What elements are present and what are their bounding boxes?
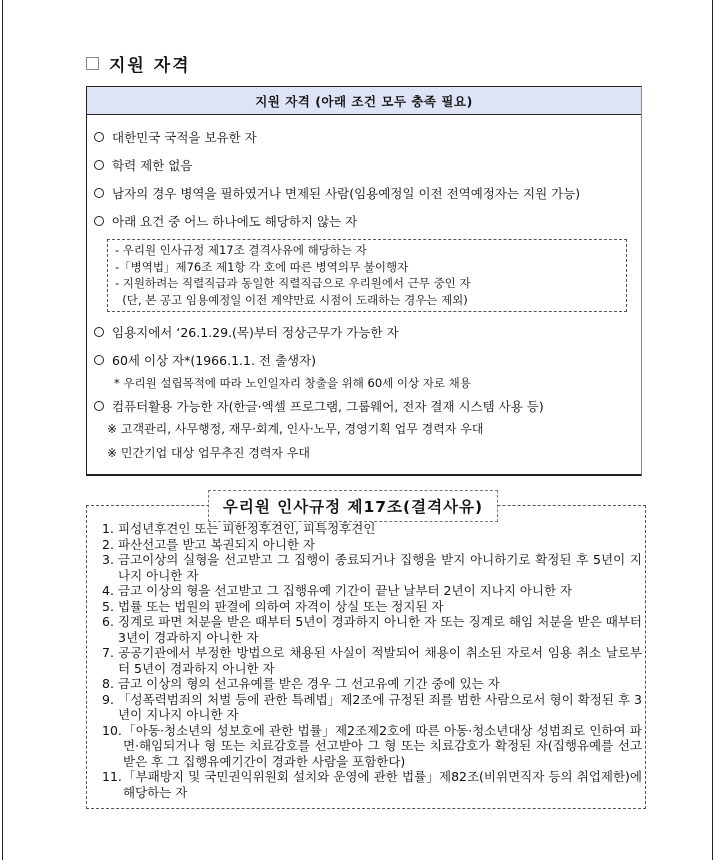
exclusion-item: - 우리원 인사규정 제17조 결격사유에 해당하는 자 bbox=[115, 243, 367, 257]
qualification-item bbox=[94, 156, 192, 174]
qualification-text: 60세 이상 자*(1966.1.1. 전 출생자) bbox=[112, 353, 317, 368]
qualification-item bbox=[94, 184, 580, 202]
square-bullet-icon bbox=[86, 57, 99, 70]
rule-item: 10. 「아동·청소년의 성보호에 관한 법률」제2조제2호에 따른 아동·청소년대상 성범죄로 인하여 파면·해임되거나 형 또는 치료감호를 선고받아 그 형 또는 치료감호가 확정된 자(집행유예를 선고받은 후 그 집행유예기간이 경과한 사람을 포함한다) bbox=[102, 722, 642, 769]
rule-item: 4. 금고 이상의 형을 선고받고 그 집행유예 기간이 끝난 날부터 2년이 지나지 아니한 자 bbox=[102, 583, 573, 598]
qualifications-box bbox=[86, 86, 642, 476]
rule-item: 8. 금고 이상의 형의 선고유예를 받은 경우 그 선고유예 기간 중에 있는 자 bbox=[102, 676, 500, 691]
rule-item: 6. 징계로 파면 처분을 받은 때부터 5년이 경과하지 아니한 자 또는 징계로 해임 처분을 받은 때부터 3년이 경과하지 아니한 자 bbox=[102, 614, 642, 645]
qualifications-header: 지원 자격 (아래 조건 모두 충족 필요) bbox=[87, 87, 641, 115]
age-note: * 우리원 설립목적에 따라 노인일자리 창출을 위해 60세 이상 자로 채용 bbox=[114, 376, 471, 390]
qualification-text: 학력 제한 없음 bbox=[112, 158, 193, 173]
rule-item: 3. 금고이상의 실형을 선고받고 그 집행이 종료되거나 집행을 받지 아니하기로 확정된 후 5년이 지나지 아니한 자 bbox=[102, 552, 642, 583]
qualification-text: 대한민국 국적을 보유한 자 bbox=[112, 130, 257, 145]
exclusion-item: -「병역법」제76조 제1항 각 호에 따른 병역의무 불이행자 bbox=[115, 259, 409, 274]
rule-item: 7. 공공기관에서 부정한 방법으로 채용된 사실이 적발되어 채용이 취소된 자로서 임용 취소 날로부터 5년이 경과하지 아니한 자 bbox=[102, 645, 642, 676]
circle-bullet-icon bbox=[94, 216, 104, 226]
rule-item: 11. 「부패방지 및 국민권익위원회 설치와 운영에 관한 법률」제82조(비위면직자 등의 취업제한)에 해당하는 자 bbox=[102, 769, 642, 800]
rule-item: 2. 파산선고를 받고 복권되지 아니한 자 bbox=[102, 536, 316, 552]
exclusion-item: (단, 본 공고 임용예정일 이전 계약만료 시점이 도래하는 경우는 제외) bbox=[115, 292, 468, 307]
circle-bullet-icon bbox=[94, 160, 104, 170]
section-heading-text: 지원 자격 bbox=[109, 55, 191, 76]
rule-item: 9. 「성폭력범죄의 처벌 등에 관한 특례법」제2조에 규정된 죄를 범한 사람으로서 형이 확정된 후 3년이 지나지 아니한 자 bbox=[102, 691, 642, 722]
circle-bullet-icon bbox=[94, 132, 104, 142]
qualification-text: 임용지에서 ‘26.1.29.(목)부터 정상근무가 가능한 자 bbox=[112, 325, 399, 340]
page-right-border bbox=[712, 0, 713, 860]
qualification-item bbox=[94, 323, 399, 341]
qualification-item bbox=[94, 128, 257, 146]
regulation-title: 우리원 인사규정 제17조(결격사유) bbox=[208, 490, 498, 522]
qualification-text: 남자의 경우 병역을 필하였거나 면제된 사람(임용예정일 이전 전역예정자는 지원 가능) bbox=[112, 186, 581, 201]
rule-item: 5. 법률 또는 법원의 판결에 의하여 자격이 상실 또는 정지된 자 bbox=[102, 598, 444, 614]
circle-bullet-icon bbox=[94, 327, 104, 337]
qualification-item bbox=[94, 397, 544, 415]
circle-bullet-icon bbox=[94, 401, 104, 411]
circle-bullet-icon bbox=[94, 355, 104, 365]
qualification-item bbox=[94, 212, 357, 230]
page-left-border bbox=[2, 0, 3, 860]
preference-note: ※ 민간기업 대상 업무추진 경력자 우대 bbox=[107, 446, 311, 460]
exclusion-item: - 지원하려는 직렬직급과 동일한 직렬직급으로 우리원에서 근무 중인 자 bbox=[115, 276, 471, 290]
section-heading bbox=[86, 50, 191, 76]
qualification-item bbox=[94, 351, 316, 369]
qualification-text: 아래 요건 중 어느 하나에도 해당하지 않는 자 bbox=[112, 214, 358, 229]
circle-bullet-icon bbox=[94, 188, 104, 198]
qualification-text: 컴퓨터활용 가능한 자(한글·엑셀 프로그램, 그룹웨어, 전자 결재 시스템 사용 등) bbox=[112, 399, 544, 414]
exclusions-box bbox=[107, 239, 627, 312]
rule-item: 1. 피성년후견인 또는 피한정후견인, 피특정후견인 bbox=[102, 521, 376, 536]
regulation-rule-list bbox=[102, 521, 642, 800]
preference-note: ※ 고객관리, 사무행정, 재무·회계, 인사·노무, 경영기획 업무 경력자 우대 bbox=[107, 422, 484, 436]
